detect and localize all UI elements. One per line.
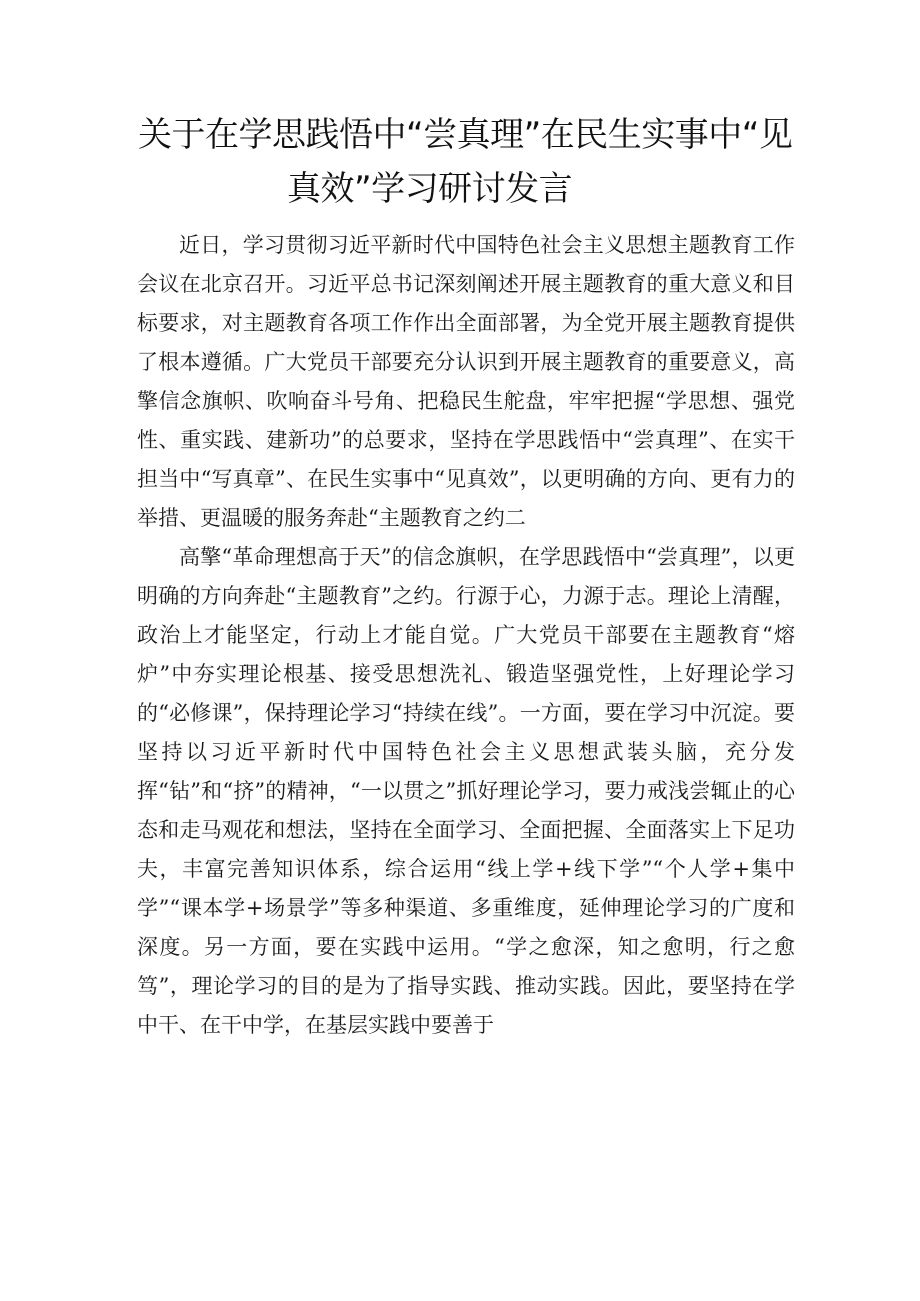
paragraph-1: 近日，学习贯彻习近平新时代中国特色社会主义思想主题教育工作会议在北京召开。习近平总书记深刻阐述开展主题教育的重大意义和目标要求，对主题教育各项工作作出全面部署，为全党开展主题教育提供了根本遵循。广大党员干部要充分认识到开展主题教育的重要意义，高擎信念旗帜、吹响奋斗号角、把稳民生舵盘，牢牢把握“学思想、强党性、重实践、建新功”的总要求，坚持在学思践悟中“尝真理”、在实干担当中“写真章”、在民生实事中“见真效”，以更明确的方向、更有力的举措、更温暖的服务奔赴“主题教育之约二 xyxy=(137,233,795,530)
title-line-1: 关于在学思践悟中“尝真理”在民生实事中“见 xyxy=(138,115,793,155)
title-line-2: 真效”学习研讨发言 xyxy=(287,169,573,209)
paragraph-2: 高擎“革命理想高于天”的信念旗帜，在学思践悟中“尝真理”，以更明确的方向奔赴“主题教育”之约。行源于心，力源于志。理论上清醒，政治上才能坚定，行动上才能自觉。广大党员干部要在主题教育“熔炉”中夯实理论根基、接受思想洗礼、锻造坚强党性，上好理论学习的“必修课”，保持理论学习“持续在线”。一方面，要在学习中沉淀。要坚持以习近平新时代中国特色社会主义思想武装头脑，充分发挥“钻”和“挤”的精神，“一以贯之”抓好理论学习，要力戒浅尝辄止的心态和走马观花和想法，坚持在全面学习、全面把握、全面落实上下足功夫，丰富完善知识体系，综合运用“线上学+线下学”“个人学+集中学”“课本学+场景学”等多种渠道、多重维度，延伸理论学习的广度和深度。另一方面，要在实践中运用。“学之愈深，知之愈明，行之愈笃”，理论学习的目的是为了指导实践、推动实践。因此，要坚持在学中干、在干中学，在基层实践中要善于 xyxy=(137,545,795,1037)
document-title xyxy=(120,108,800,216)
document-body xyxy=(137,226,795,1045)
